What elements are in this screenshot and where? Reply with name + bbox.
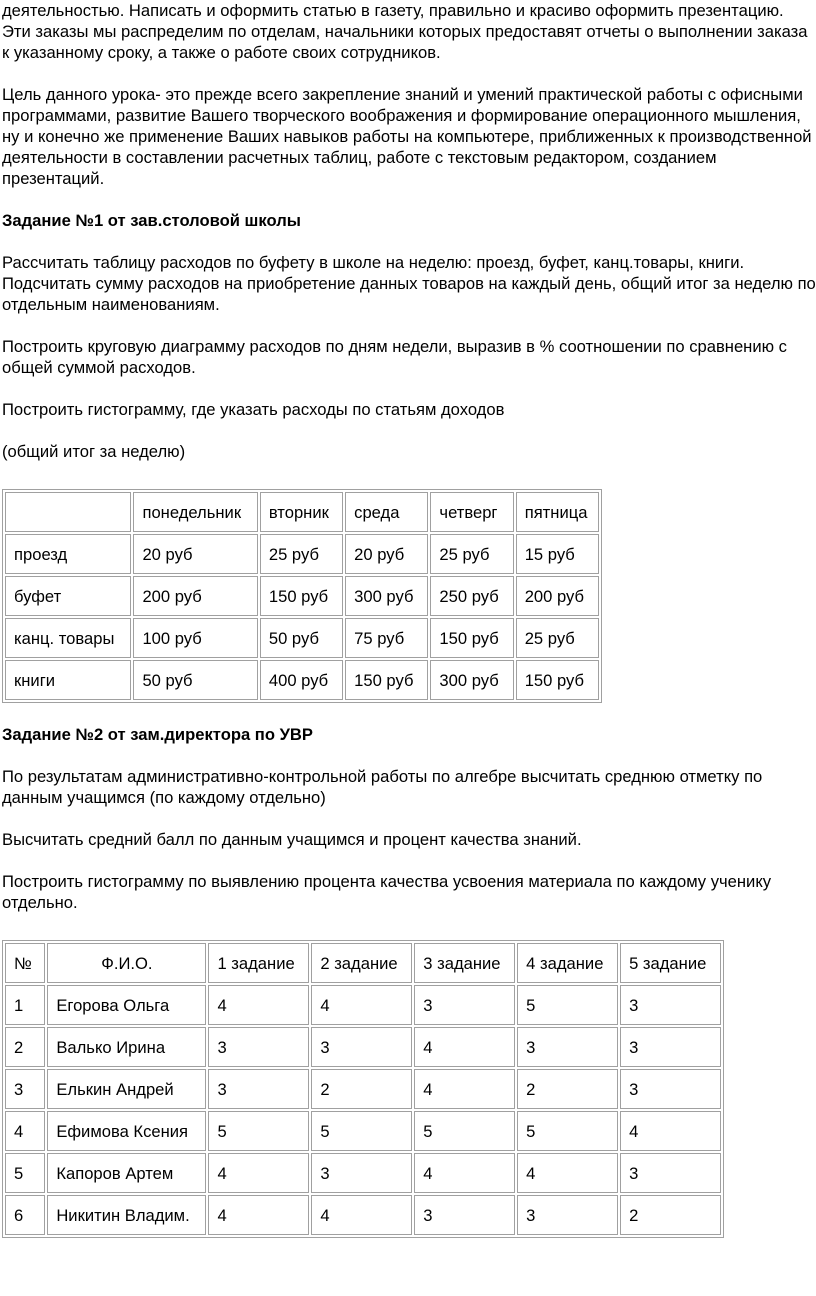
table-cell: 200 руб	[133, 576, 257, 616]
row-label-cell: канц. товары	[5, 618, 131, 658]
table-cell: Капоров Артем	[47, 1153, 206, 1193]
table-cell: 3	[517, 1027, 618, 1067]
table-cell: 4	[311, 1195, 412, 1235]
table-cell: 3	[517, 1195, 618, 1235]
table-cell: 15 руб	[516, 534, 599, 574]
table-cell: 3	[414, 1195, 515, 1235]
table-cell: 2	[620, 1195, 721, 1235]
table-cell: 150 руб	[430, 618, 513, 658]
table-cell: 3	[620, 1069, 721, 1109]
table-cell: 3	[620, 1153, 721, 1193]
task2-paragraph-2: Высчитать средний балл по данным учащимся и процент качества знаний.	[2, 830, 582, 849]
table-cell: 4	[5, 1111, 45, 1151]
task1-paragraph-2: Построить круговую диаграмму расходов по дням недели, выразив в % соотношении по сравнению с общей суммой расходов.	[2, 337, 787, 377]
table-cell: 300 руб	[345, 576, 428, 616]
lesson-goal-paragraph: Цель данного урока- это прежде всего закрепление знаний и умений практической работы с офисными программами, развитие Вашего творческого воображения и формирование операционного мышления, ну и конечно же применение Ваших навыков работы на компьютере, приближенных к производственной деятельности в составлении расчетных таблиц, работе с текстовым редактором, созданием презентаций.	[2, 85, 812, 188]
table-row	[5, 618, 599, 658]
table-cell: 5	[517, 1111, 618, 1151]
table-cell: 4	[311, 985, 412, 1025]
table-cell: 3	[620, 1027, 721, 1067]
table-cell: 3	[414, 985, 515, 1025]
table-cell: 2	[311, 1069, 412, 1109]
table-row	[5, 576, 599, 616]
table-header-cell: среда	[345, 492, 428, 532]
table-row	[5, 534, 599, 574]
table-cell: 75 руб	[345, 618, 428, 658]
table-cell: 4	[208, 1195, 309, 1235]
table-header-row	[5, 943, 721, 983]
table-cell: 4	[208, 1153, 309, 1193]
task1-paragraph-4: (общий итог за неделю)	[2, 442, 186, 461]
task1-paragraph-3: Построить гистограмму, где указать расходы по статьям доходов	[2, 400, 505, 419]
table-header-cell: 1 задание	[208, 943, 309, 983]
row-label-cell: буфет	[5, 576, 131, 616]
table-cell: 3	[620, 985, 721, 1025]
table-header-cell: понедельник	[133, 492, 257, 532]
table-cell: 20 руб	[345, 534, 428, 574]
table-cell: Егорова Ольга	[47, 985, 206, 1025]
table-cell: 5	[311, 1111, 412, 1151]
table-cell: Валько Ирина	[47, 1027, 206, 1067]
task1-title: Задание №1 от зав.столовой школы	[2, 211, 301, 230]
table-cell: 5	[517, 985, 618, 1025]
table-cell: 3	[311, 1153, 412, 1193]
table-cell: 200 руб	[516, 576, 599, 616]
table-cell: 3	[5, 1069, 45, 1109]
table-header-cell: 2 задание	[311, 943, 412, 983]
expenses-table	[2, 489, 602, 703]
table-cell: Елькин Андрей	[47, 1069, 206, 1109]
table-header-cell: №	[5, 943, 45, 983]
table-cell: 4	[414, 1069, 515, 1109]
table-header-cell	[5, 492, 131, 532]
table-header-cell: 4 задание	[517, 943, 618, 983]
table-cell: 2	[517, 1069, 618, 1109]
table-cell: 4	[517, 1153, 618, 1193]
table-cell: 400 руб	[260, 660, 343, 700]
grades-table	[2, 940, 724, 1238]
row-label-cell: проезд	[5, 534, 131, 574]
table-row	[5, 1111, 721, 1151]
intro-paragraph: деятельностью. Написать и оформить статью в газету, правильно и красиво оформить презентацию. Эти заказы мы распределим по отделам, начальники которых предоставят отчеты о выполнении заказа к указанному сроку, а также о работе своих сотрудников.	[2, 1, 808, 62]
table-header-cell: пятница	[516, 492, 599, 532]
task2-title: Задание №2 от зам.директора по УВР	[2, 725, 313, 744]
table-cell: 3	[208, 1027, 309, 1067]
table-cell: 4	[208, 985, 309, 1025]
table-cell: 1	[5, 985, 45, 1025]
table-cell: 4	[620, 1111, 721, 1151]
table-cell: 3	[311, 1027, 412, 1067]
table-cell: 6	[5, 1195, 45, 1235]
table-cell: Ефимова Ксения	[47, 1111, 206, 1151]
table-cell: 50 руб	[133, 660, 257, 700]
table-header-cell: 5 задание	[620, 943, 721, 983]
table-header-cell: вторник	[260, 492, 343, 532]
table-cell: 150 руб	[260, 576, 343, 616]
table-row	[5, 1069, 721, 1109]
table-row	[5, 1027, 721, 1067]
table-row	[5, 660, 599, 700]
table-cell: 50 руб	[260, 618, 343, 658]
table-cell: 25 руб	[260, 534, 343, 574]
table-cell: 300 руб	[430, 660, 513, 700]
table-cell: 5	[414, 1111, 515, 1151]
task1-paragraph-1: Рассчитать таблицу расходов по буфету в школе на неделю: проезд, буфет, канц.товары, книги. Подсчитать сумму расходов на приобретение данных товаров на каждый день, общий итог за неделю по отдельным наименованиям.	[2, 253, 816, 314]
table-row	[5, 1195, 721, 1235]
table-row	[5, 985, 721, 1025]
table-header-cell: Ф.И.О.	[47, 943, 206, 983]
table-cell: 2	[5, 1027, 45, 1067]
table-header-cell: 3 задание	[414, 943, 515, 983]
table-cell: 150 руб	[345, 660, 428, 700]
table-cell: 20 руб	[133, 534, 257, 574]
table-cell: 5	[208, 1111, 309, 1151]
table-header-cell: четверг	[430, 492, 513, 532]
table-header-row	[5, 492, 599, 532]
table-cell: 4	[414, 1153, 515, 1193]
row-label-cell: книги	[5, 660, 131, 700]
table-cell: 4	[414, 1027, 515, 1067]
table-cell: 25 руб	[430, 534, 513, 574]
table-cell: 25 руб	[516, 618, 599, 658]
task2-paragraph-1: По результатам административно-контрольной работы по алгебре высчитать среднюю отметку по данным учащимся (по каждому отдельно)	[2, 767, 763, 807]
task2-paragraph-3: Построить гистограмму по выявлению процента качества усвоения материала по каждому ученику отдельно.	[2, 872, 772, 912]
table-cell: 5	[5, 1153, 45, 1193]
table-cell: Никитин Владим.	[47, 1195, 206, 1235]
table-cell: 100 руб	[133, 618, 257, 658]
table-row	[5, 1153, 721, 1193]
table-cell: 250 руб	[430, 576, 513, 616]
table-cell: 150 руб	[516, 660, 599, 700]
table-cell: 3	[208, 1069, 309, 1109]
